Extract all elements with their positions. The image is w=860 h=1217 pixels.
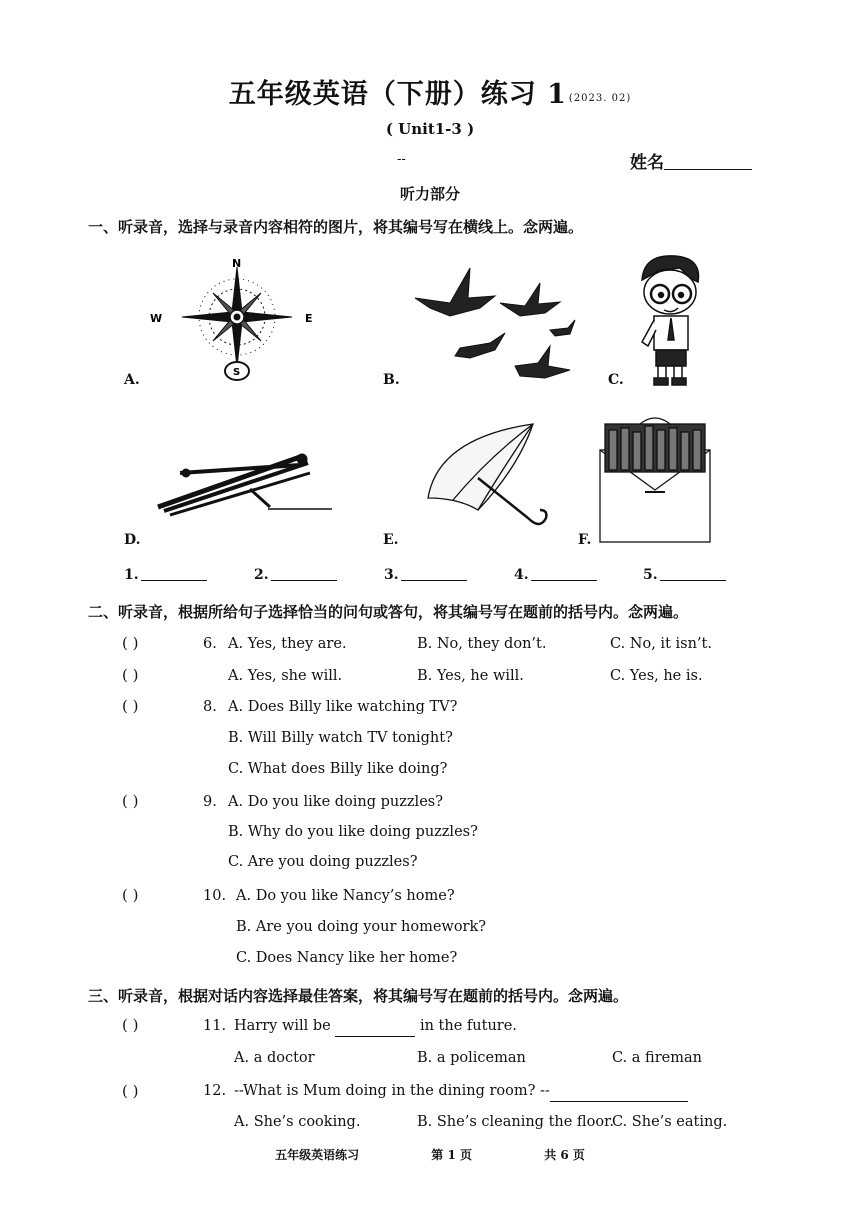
title-date: (2023. 02) bbox=[568, 93, 632, 104]
q10-option-c: C. Does Nancy like her home? bbox=[236, 950, 458, 966]
compass-w: W bbox=[150, 312, 163, 325]
q7-option-a: A. Yes, she will. bbox=[228, 668, 343, 684]
q6-option-c: C. No, it isn’t. bbox=[610, 636, 712, 652]
crayons-picture bbox=[595, 410, 717, 544]
blank-number: 4. bbox=[514, 567, 529, 583]
compass-picture bbox=[150, 255, 320, 385]
q12-blank[interactable] bbox=[550, 1085, 688, 1102]
compass-s: S bbox=[233, 367, 241, 378]
title-text: 五年级英语（下册）练习 1 bbox=[228, 79, 567, 110]
umbrella-picture bbox=[418, 418, 558, 533]
blank-line[interactable] bbox=[660, 580, 726, 581]
question-number-10: 10. bbox=[203, 888, 227, 904]
q7-option-b: B. Yes, he will. bbox=[417, 668, 524, 684]
answer-blank-3[interactable] bbox=[384, 567, 467, 583]
q11-stem-after: in the future. bbox=[419, 1018, 517, 1034]
q7-option-c: C. Yes, he is. bbox=[610, 668, 703, 684]
q11-stem-before: Harry will be bbox=[234, 1018, 331, 1034]
answer-blank-4[interactable] bbox=[514, 567, 597, 583]
answer-blank-5[interactable] bbox=[643, 567, 726, 583]
q11-option-b: B. a policeman bbox=[417, 1050, 526, 1066]
blank-line[interactable] bbox=[271, 580, 337, 581]
picture-label-a: A. bbox=[124, 372, 140, 388]
blank-line[interactable] bbox=[401, 580, 467, 581]
blank-line[interactable] bbox=[531, 580, 597, 581]
q12-option-a: A. She’s cooking. bbox=[234, 1114, 361, 1130]
page-title bbox=[0, 72, 860, 111]
answer-paren-6[interactable]: ( ) bbox=[122, 634, 139, 652]
q12-reply[interactable] bbox=[540, 1083, 688, 1102]
q11-stem bbox=[234, 1018, 517, 1037]
q11-option-a: A. a doctor bbox=[234, 1050, 315, 1066]
q12-option-b: B. She’s cleaning the floor. bbox=[417, 1114, 615, 1130]
footer-subject: 五年级英语练习 bbox=[275, 1148, 360, 1162]
blank-number: 1. bbox=[124, 567, 139, 583]
q8-option-a: A. Does Billy like watching TV? bbox=[228, 699, 458, 715]
unit-range: ( Unit1-3 ) bbox=[385, 120, 475, 138]
boy-picture bbox=[630, 250, 710, 390]
compass-n: N bbox=[232, 257, 242, 270]
footer-page: 第 1 页 bbox=[431, 1148, 472, 1162]
q12-stem: --What is Mum doing in the dining room? bbox=[234, 1083, 536, 1099]
footer-total: 共 6 页 bbox=[544, 1148, 585, 1162]
q8-option-c: C. What does Billy like doing? bbox=[228, 761, 448, 777]
answer-paren-8[interactable]: ( ) bbox=[122, 697, 139, 715]
answer-paren-12[interactable]: ( ) bbox=[122, 1082, 139, 1100]
answer-blank-2[interactable] bbox=[254, 567, 337, 583]
answer-paren-11[interactable]: ( ) bbox=[122, 1016, 139, 1034]
answer-paren-7[interactable]: ( ) bbox=[122, 666, 139, 684]
question-number-9: 9. bbox=[203, 794, 217, 810]
section3-instruction: 三、听录音，根据对话内容选择最佳答案，将其编号写在题前的括号内。念两遍。 bbox=[88, 987, 629, 1005]
q9-option-b: B. Why do you like doing puzzles? bbox=[228, 824, 478, 840]
section1-instruction: 一、听录音，选择与录音内容相符的图片，将其编号写在横线上。念两遍。 bbox=[88, 218, 584, 236]
answer-paren-10[interactable]: ( ) bbox=[122, 886, 139, 904]
picture-label-f: F. bbox=[578, 532, 592, 548]
picture-label-d: D. bbox=[124, 532, 141, 548]
q11-option-c: C. a fireman bbox=[612, 1050, 702, 1066]
q9-option-a: A. Do you like doing puzzles? bbox=[228, 794, 443, 810]
q10-option-b: B. Are you doing your homework? bbox=[236, 919, 487, 935]
q8-option-b: B. Will Billy watch TV tonight? bbox=[228, 730, 453, 746]
name-blank[interactable] bbox=[664, 169, 752, 170]
picture-label-c: C. bbox=[608, 372, 624, 388]
blank-number: 2. bbox=[254, 567, 269, 583]
blank-number: 3. bbox=[384, 567, 399, 583]
answer-blank-1[interactable] bbox=[124, 567, 207, 583]
section2-instruction: 二、听录音，根据所给句子选择恰当的问句或答句，将其编号写在题前的括号内。念两遍。 bbox=[88, 603, 689, 621]
q12-reply-dash: -- bbox=[540, 1083, 550, 1099]
listening-heading: 听力部分 bbox=[399, 185, 460, 203]
q6-option-a: A. Yes, they are. bbox=[228, 636, 347, 652]
blank-number: 5. bbox=[643, 567, 658, 583]
question-number-8: 8. bbox=[203, 699, 217, 715]
picture-label-b: B. bbox=[383, 372, 400, 388]
question-number-6: 6. bbox=[203, 636, 217, 652]
dash-mark: -- bbox=[397, 152, 406, 167]
q9-option-c: C. Are you doing puzzles? bbox=[228, 854, 418, 870]
geese-picture bbox=[410, 258, 580, 388]
question-number-12: 12. bbox=[203, 1083, 227, 1099]
needles-picture bbox=[150, 445, 340, 525]
q12-option-c: C. She’s eating. bbox=[612, 1114, 728, 1130]
picture-label-e: E. bbox=[383, 532, 399, 548]
question-number-11: 11. bbox=[203, 1018, 227, 1034]
q6-option-b: B. No, they don’t. bbox=[417, 636, 547, 652]
q11-blank[interactable] bbox=[335, 1020, 415, 1037]
name-label: 姓名 bbox=[630, 153, 664, 173]
answer-paren-9[interactable]: ( ) bbox=[122, 792, 139, 810]
q10-option-a: A. Do you like Nancy’s home? bbox=[236, 888, 455, 904]
compass-e: E bbox=[305, 312, 313, 325]
name-field[interactable] bbox=[630, 148, 752, 173]
page-footer bbox=[0, 1146, 860, 1163]
blank-line[interactable] bbox=[141, 580, 207, 581]
